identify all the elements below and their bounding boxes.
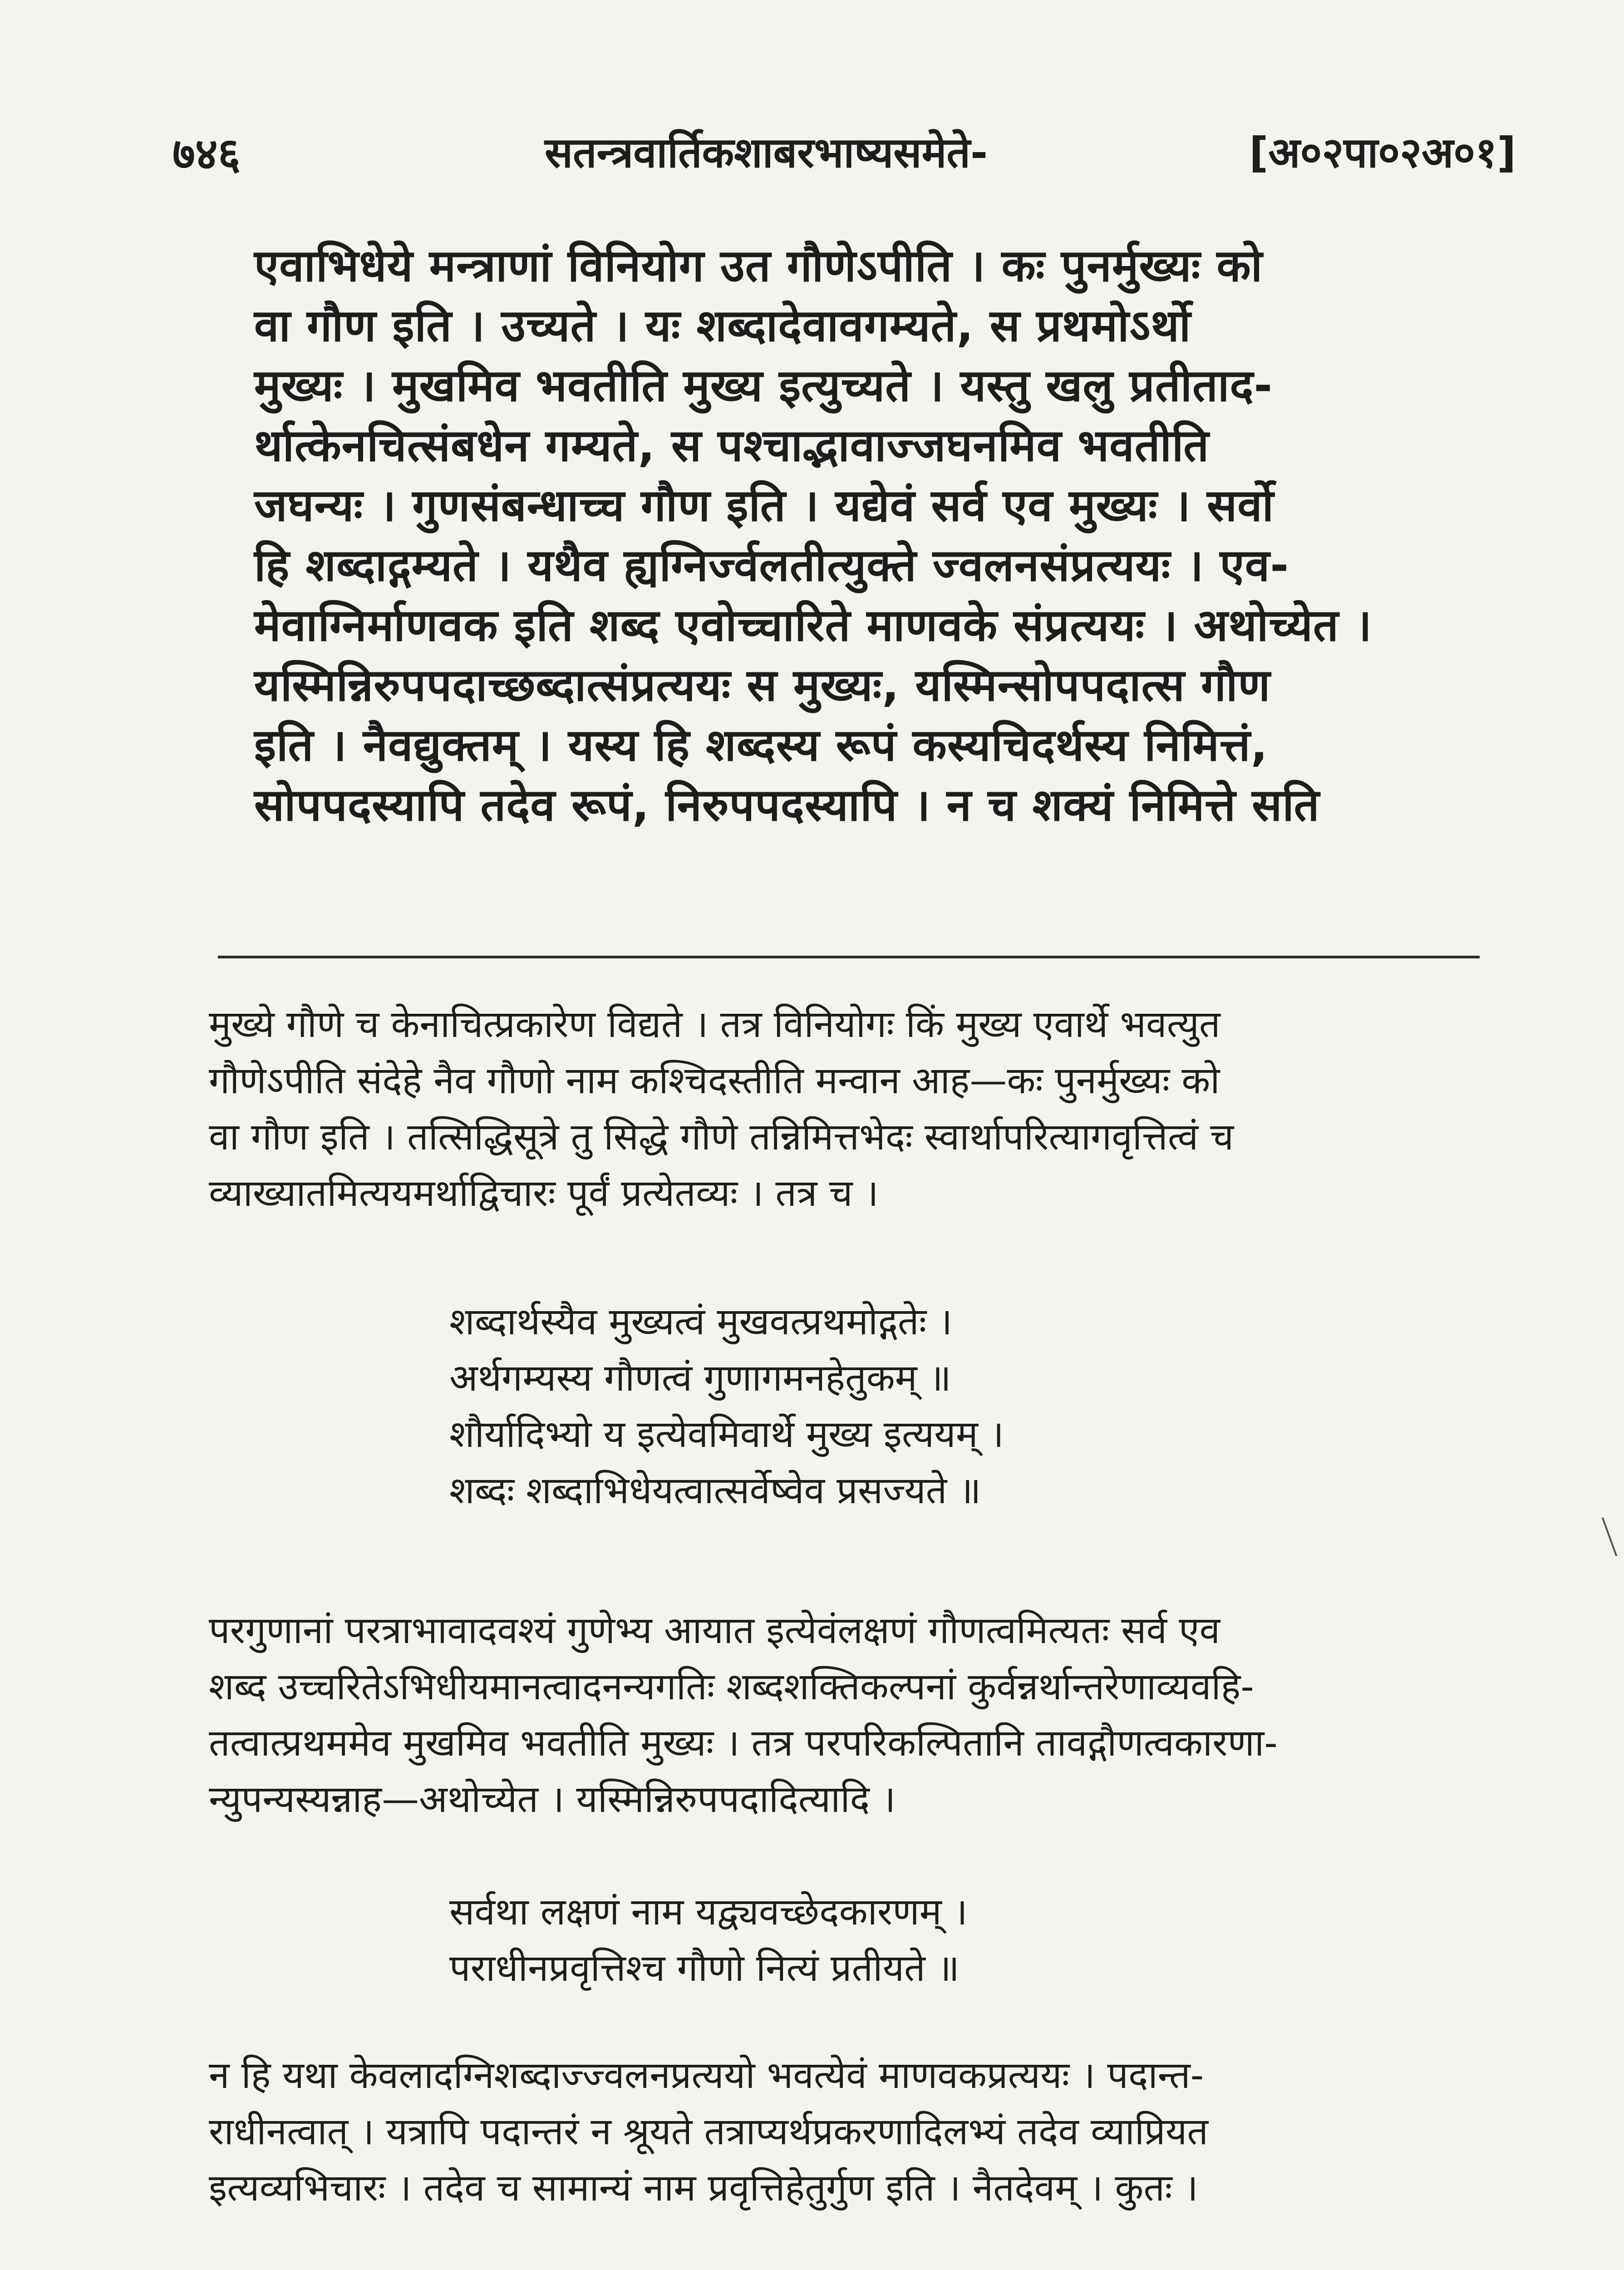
commentary-block-2 xyxy=(209,1603,1516,1828)
commentary-line: गौणेऽपीति संदेहे नैव गौणो नाम कश्चिदस्तीति मन्वान आह—कः पुनर्मुख्यः को xyxy=(209,1059,1220,1102)
page-header xyxy=(172,114,1516,182)
mula-line: जघन्यः । गुणसंबन्धाच्च गौण इति । यद्येवं सर्व एव मुख्यः । सर्वो xyxy=(254,480,1275,532)
commentary-line: व्याख्यातमित्ययमर्थाद्विचारः पूर्वं प्रत्येतव्यः । तत्र च । xyxy=(209,1172,879,1215)
commentary-line: तत्वात्प्रथममेव मुखमिव भवतीति मुख्यः । तत्र परपरिकल्पितानि तावद्गौणत्वकारणा- xyxy=(209,1722,1278,1765)
scan-edge-mark xyxy=(1602,1517,1618,1556)
verse-line: पराधीनप्रवृत्तिश्च गौणो नित्यं प्रतीयते ॥ xyxy=(449,1947,960,1990)
mula-line: मुख्यः । मुखमिव भवतीति मुख्य इत्युच्यते । यस्तु खलु प्रतीताद- xyxy=(254,360,1273,412)
commentary-block-3 xyxy=(209,2048,1516,2216)
commentary-line: राधीनत्वात् । यत्रापि पदान्तरं न श्रूयते तत्राप्यर्थप्रकरणादिलभ्यं तदेव व्याप्रियत xyxy=(209,2110,1209,2153)
mula-line: र्थात्केनचित्संबधेन गम्यते, स पश्चाद्भावाज्जघनमिव भवतीति xyxy=(254,420,1210,472)
commentary-line: परगुणानां परत्राभावादवश्यं गुणेभ्य आयात इत्येवंलक्षणं गौणत्वमित्यतः सर्व एव xyxy=(209,1609,1220,1652)
commentary-line: वा गौण इति । तत्सिद्धिसूत्रे तु सिद्धे गौणे तन्निमित्तभेदः स्वार्थापरित्यागवृत्तित्वं च xyxy=(209,1115,1234,1159)
verse-line: सर्वथा लक्षणं नाम यद्व्यवच्छेदकारणम् । xyxy=(449,1890,968,1934)
verse-line: अर्थगम्यस्य गौणत्वं गुणागमनहेतुकम् ॥ xyxy=(449,1357,951,1400)
verse-line: शौर्यादिभ्यो य इत्येवमिवार्थे मुख्य इत्ययम् । xyxy=(449,1413,1004,1456)
mula-line: वा गौण इति । उच्यते । यः शब्दादेवावगम्यते, स प्रथमोऽर्थो xyxy=(254,300,1191,352)
verse-block-2 xyxy=(449,1884,1357,1997)
mula-line: इति । नैवद्युक्तम् । यस्य हि शब्दस्य रूपं कस्यचिदर्थस्य निमित्तं, xyxy=(254,720,1268,771)
commentary-line: न्युपन्यस्यन्नाह—अथोच्येत । यस्मिन्निरुपपदादित्यादि । xyxy=(209,1778,896,1821)
mula-line: यस्मिन्निरुपपदाच्छब्दात्संप्रत्ययः स मुख्यः, यस्मिन्सोपपदात्स गौण xyxy=(254,660,1271,711)
page-number: ७४६ xyxy=(172,128,241,179)
mula-line: सोपपदस्यापि तदेव रूपं, निरुपपदस्यापि । न च शक्यं निमित्ते सति xyxy=(254,780,1320,831)
mula-text-block xyxy=(254,236,1480,835)
mula-line: मेवाग्निर्माणवक इति शब्द एवोच्चारिते माणवके संप्रत्ययः । अथोच्येत । xyxy=(254,600,1373,651)
verse-line: शब्दार्थस्यैव मुख्यत्वं मुखवत्प्रथमोद्गतेः । xyxy=(449,1300,953,1343)
running-title: सतन्त्रवार्तिकशाबरभाष्यसमेते- xyxy=(545,128,988,177)
commentary-line: शब्द उच्चरितेऽभिधीयमानत्वादनन्यगतिः शब्दशक्तिकल्पनां कुर्वन्नर्थान्तरेणाव्यवहि- xyxy=(209,1665,1254,1708)
commentary-line: मुख्ये गौणे च केनाचित्प्रकारेण विद्यते । तत्र विनियोगः किं मुख्य एवार्थे भवत्युत xyxy=(209,1003,1220,1046)
commentary-block-1 xyxy=(209,997,1516,1222)
section-divider xyxy=(218,956,1480,958)
commentary-line: इत्यव्यभिचारः । तदेव च सामान्यं नाम प्रवृत्तिहेतुर्गुण इति । नैतदेवम् । कुतः । xyxy=(209,2166,1198,2210)
mula-line: हि शब्दाद्गम्यते । यथैव ह्यग्निर्ज्वलतीत्युक्ते ज्वलनसंप्रत्ययः । एव- xyxy=(254,540,1289,592)
mula-line: एवाभिधेये मन्त्राणां विनियोग उत गौणेऽपीति । कः पुनर्मुख्यः को xyxy=(254,240,1263,292)
section-reference: [अ०२पा०२अ०१] xyxy=(1249,128,1516,177)
verse-block-1 xyxy=(449,1294,1357,1519)
commentary-line: न हि यथा केवलादग्निशब्दाज्ज्वलनप्रत्ययो भवत्येवं माणवकप्रत्ययः । पदान्त- xyxy=(209,2054,1204,2097)
verse-line: शब्दः शब्दाभिधेयत्वात्सर्वेष्वेव प्रसज्यते ॥ xyxy=(449,1469,981,1512)
